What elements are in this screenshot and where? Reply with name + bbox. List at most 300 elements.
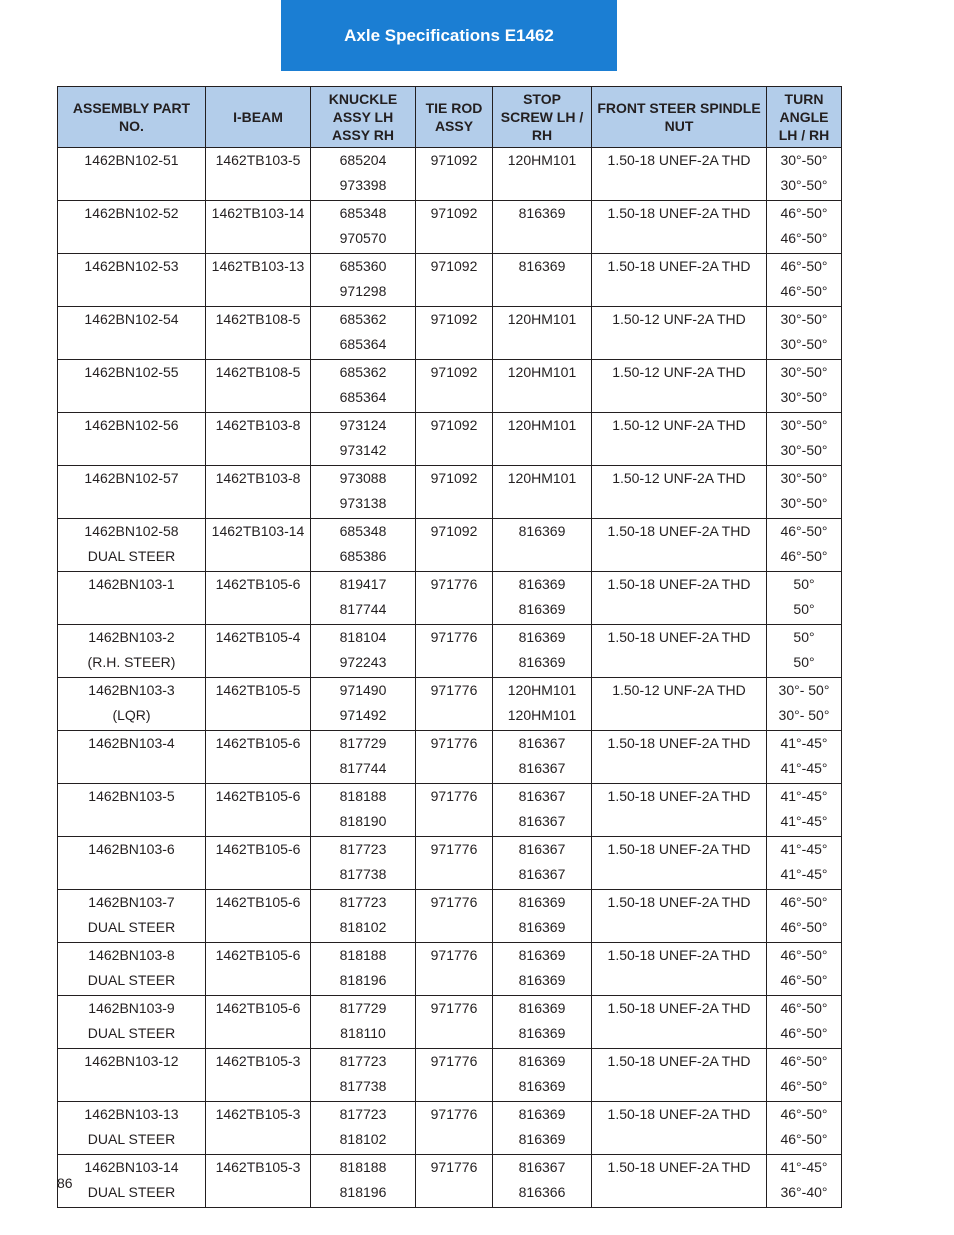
knuckle-assy-cell [311,519,416,572]
knuckle-assy-cell-value: 817723 [339,1106,387,1122]
turn-angle-cell-value: 46°-50° [780,919,828,935]
turn-angle-cell-value: 30°-50° [780,311,828,327]
i-beam-cell [206,837,311,890]
turn-angle-cell [767,201,842,254]
stop-screw-cell-value: 120HM101 [507,311,577,327]
stop-screw-cell [493,784,592,837]
spindle-nut-cell-value: 1.50-12 UNF-2A THD [612,470,746,486]
knuckle-assy-cell-value: 685364 [339,389,387,405]
knuckle-assy-cell-value: 818102 [339,1131,387,1147]
knuckle-assy-cell [311,678,416,731]
column-header-knuckle-assy: KNUCKLE ASSY LH ASSY RH [311,87,416,148]
i-beam-cell [206,625,311,678]
spindle-nut-cell [592,996,767,1049]
page-title-text: Axle Specifications E1462 [344,25,554,45]
i-beam-cell-value: 1462TB105-4 [215,629,301,645]
i-beam-cell-value: 1462TB108-5 [215,311,301,327]
turn-angle-cell-value: 50° [793,601,815,617]
stop-screw-cell [493,996,592,1049]
assembly-part-no-cell-value: (LQR) [112,707,151,723]
spindle-nut-cell-value: 1.50-12 UNF-2A THD [612,682,746,698]
tie-rod-assy-cell [416,307,493,360]
i-beam-cell-value: 1462TB108-5 [215,364,301,380]
tie-rod-assy-cell-value: 971776 [430,1053,478,1069]
turn-angle-cell-value: 41°-45° [780,866,828,882]
assembly-part-no-cell-value: 1462BN103-13 [84,1106,179,1122]
tie-rod-assy-cell-value: 971776 [430,682,478,698]
assembly-part-no-cell-value: 1462BN102-51 [84,152,179,168]
i-beam-cell-value: 1462TB103-13 [211,258,305,274]
stop-screw-cell-value: 816367 [518,788,566,804]
spindle-nut-cell-value: 1.50-12 UNF-2A THD [612,364,746,380]
i-beam-cell [206,1049,311,1102]
i-beam-cell-value: 1462TB105-3 [215,1106,301,1122]
stop-screw-cell-value: 816366 [518,1184,566,1200]
turn-angle-cell-value: 46°-50° [780,894,828,910]
knuckle-assy-cell-value: 685204 [339,152,387,168]
spindle-nut-cell [592,254,767,307]
spindle-nut-cell [592,625,767,678]
spindle-nut-cell-value: 1.50-18 UNEF-2A THD [607,1000,751,1016]
spindle-nut-cell-value: 1.50-18 UNEF-2A THD [607,152,751,168]
turn-angle-cell [767,1049,842,1102]
assembly-part-no-cell [58,731,206,784]
tie-rod-assy-cell-value: 971776 [430,788,478,804]
spindle-nut-cell [592,943,767,996]
knuckle-assy-cell [311,572,416,625]
table-body [58,148,842,1208]
tie-rod-assy-cell-value: 971092 [430,311,478,327]
stop-screw-cell-value: 816369 [518,1131,566,1147]
assembly-part-no-cell [58,201,206,254]
knuckle-assy-cell-value: 971298 [339,283,387,299]
tie-rod-assy-cell-value: 971776 [430,629,478,645]
turn-angle-cell [767,1155,842,1208]
tie-rod-assy-cell-value: 971776 [430,1106,478,1122]
table-row [58,519,842,572]
turn-angle-cell-value: 30°-50° [780,470,828,486]
assembly-part-no-cell [58,625,206,678]
stop-screw-cell-value: 816367 [518,760,566,776]
stop-screw-cell-value: 120HM101 [507,707,577,723]
table-row [58,360,842,413]
knuckle-assy-cell-value: 818188 [339,947,387,963]
table-row [58,413,842,466]
tie-rod-assy-cell [416,625,493,678]
stop-screw-cell-value: 816369 [518,523,566,539]
turn-angle-cell-value: 41°-45° [780,788,828,804]
assembly-part-no-cell-value: 1462BN103-9 [88,1000,175,1016]
turn-angle-cell-value: 50° [793,576,815,592]
turn-angle-cell-value: 46°-50° [780,258,828,274]
i-beam-cell-value: 1462TB105-6 [215,788,301,804]
assembly-part-no-cell [58,1102,206,1155]
tie-rod-assy-cell [416,1102,493,1155]
assembly-part-no-cell-value: DUAL STEER [87,1025,176,1041]
turn-angle-cell-value: 46°-50° [780,1106,828,1122]
i-beam-cell-value: 1462TB105-6 [215,894,301,910]
table-header [58,87,842,148]
table-row [58,625,842,678]
spindle-nut-cell-value: 1.50-18 UNEF-2A THD [607,1159,751,1175]
knuckle-assy-cell [311,784,416,837]
turn-angle-cell [767,731,842,784]
knuckle-assy-cell-value: 818190 [339,813,387,829]
page-number: 86 [57,1175,73,1191]
knuckle-assy-cell [311,1155,416,1208]
tie-rod-assy-cell [416,943,493,996]
knuckle-assy-cell-value: 970570 [339,230,387,246]
spindle-nut-cell-value: 1.50-18 UNEF-2A THD [607,258,751,274]
assembly-part-no-cell [58,148,206,201]
knuckle-assy-cell-value: 818196 [339,1184,387,1200]
table-row [58,1049,842,1102]
spindle-nut-cell-value: 1.50-18 UNEF-2A THD [607,947,751,963]
column-header-turn-angle: TURN ANGLE LH / RH [767,87,842,148]
spindle-nut-cell-value: 1.50-18 UNEF-2A THD [607,841,751,857]
knuckle-assy-cell-value: 817723 [339,841,387,857]
stop-screw-cell-value: 816367 [518,813,566,829]
tie-rod-assy-cell-value: 971776 [430,1159,478,1175]
stop-screw-cell-value: 816367 [518,735,566,751]
knuckle-assy-cell [311,307,416,360]
spindle-nut-cell-value: 1.50-18 UNEF-2A THD [607,1053,751,1069]
table-row [58,1102,842,1155]
knuckle-assy-cell-value: 685360 [339,258,387,274]
column-header-spindle-nut: FRONT STEER SPINDLE NUT [592,87,767,148]
table-row [58,837,842,890]
turn-angle-cell-value: 41°-45° [780,1159,828,1175]
stop-screw-cell-value: 816369 [518,1053,566,1069]
tie-rod-assy-cell-value: 971776 [430,576,478,592]
turn-angle-cell [767,466,842,519]
spindle-nut-cell [592,519,767,572]
table-row [58,254,842,307]
tie-rod-assy-cell-value: 971092 [430,205,478,221]
spindle-nut-cell-value: 1.50-18 UNEF-2A THD [607,629,751,645]
knuckle-assy-cell-value: 971490 [339,682,387,698]
stop-screw-cell [493,413,592,466]
column-header-i-beam: I-BEAM [206,87,311,148]
turn-angle-cell-value: 30°-50° [780,177,828,193]
stop-screw-cell [493,837,592,890]
stop-screw-cell-value: 816367 [518,1159,566,1175]
knuckle-assy-cell [311,1049,416,1102]
table-row [58,943,842,996]
knuckle-assy-cell-value: 685386 [339,548,387,564]
i-beam-cell-value: 1462TB105-6 [215,1000,301,1016]
assembly-part-no-cell [58,837,206,890]
i-beam-cell-value: 1462TB105-6 [215,735,301,751]
i-beam-cell [206,201,311,254]
assembly-part-no-cell-value: DUAL STEER [87,548,176,564]
i-beam-cell-value: 1462TB103-5 [215,152,301,168]
tie-rod-assy-cell-value: 971092 [430,258,478,274]
i-beam-cell-value: 1462TB103-14 [211,205,305,221]
axle-spec-table [57,86,842,1208]
turn-angle-cell [767,148,842,201]
turn-angle-cell [767,254,842,307]
turn-angle-cell [767,625,842,678]
turn-angle-cell [767,413,842,466]
stop-screw-cell-value: 120HM101 [507,470,577,486]
assembly-part-no-cell [58,360,206,413]
knuckle-assy-cell-value: 973142 [339,442,387,458]
assembly-part-no-cell-value: 1462BN102-55 [84,364,179,380]
turn-angle-cell-value: 30°-50° [780,417,828,433]
column-header-tie-rod-assy: TIE ROD ASSY [416,87,493,148]
spindle-nut-cell-value: 1.50-18 UNEF-2A THD [607,576,751,592]
assembly-part-no-cell-value: 1462BN102-54 [84,311,179,327]
stop-screw-cell [493,943,592,996]
knuckle-assy-cell-value: 817738 [339,1078,387,1094]
knuckle-assy-cell-value: 817744 [339,601,387,617]
stop-screw-cell [493,254,592,307]
stop-screw-cell-value: 816369 [518,576,566,592]
stop-screw-cell-value: 816369 [518,205,566,221]
spindle-nut-cell-value: 1.50-12 UNF-2A THD [612,417,746,433]
tie-rod-assy-cell [416,254,493,307]
turn-angle-cell [767,943,842,996]
header-row [58,87,842,148]
assembly-part-no-cell [58,572,206,625]
table-row [58,307,842,360]
tie-rod-assy-cell [416,678,493,731]
i-beam-cell-value: 1462TB103-14 [211,523,305,539]
i-beam-cell-value: 1462TB105-3 [215,1159,301,1175]
assembly-part-no-cell [58,943,206,996]
knuckle-assy-cell [311,466,416,519]
stop-screw-cell-value: 816369 [518,919,566,935]
i-beam-cell-value: 1462TB105-6 [215,947,301,963]
table-row [58,466,842,519]
spindle-nut-cell [592,307,767,360]
stop-screw-cell [493,148,592,201]
stop-screw-cell-value: 816369 [518,894,566,910]
tie-rod-assy-cell-value: 971776 [430,894,478,910]
turn-angle-cell [767,572,842,625]
spindle-nut-cell-value: 1.50-18 UNEF-2A THD [607,1106,751,1122]
assembly-part-no-cell [58,996,206,1049]
spindle-nut-cell [592,360,767,413]
stop-screw-cell [493,572,592,625]
assembly-part-no-cell-value: 1462BN103-6 [88,841,175,857]
knuckle-assy-cell-value: 817723 [339,894,387,910]
spindle-nut-cell [592,1155,767,1208]
tie-rod-assy-cell [416,148,493,201]
turn-angle-cell-value: 41°-45° [780,813,828,829]
tie-rod-assy-cell [416,1049,493,1102]
tie-rod-assy-cell [416,201,493,254]
tie-rod-assy-cell-value: 971776 [430,1000,478,1016]
knuckle-assy-cell-value: 685348 [339,205,387,221]
stop-screw-cell-value: 120HM101 [507,364,577,380]
assembly-part-no-cell-value: 1462BN103-4 [88,735,175,751]
stop-screw-cell-value: 816369 [518,601,566,617]
i-beam-cell [206,307,311,360]
turn-angle-cell-value: 41°-45° [780,841,828,857]
assembly-part-no-cell [58,413,206,466]
i-beam-cell [206,572,311,625]
knuckle-assy-cell [311,943,416,996]
turn-angle-cell [767,837,842,890]
stop-screw-cell-value: 816369 [518,1106,566,1122]
i-beam-cell [206,996,311,1049]
table-row [58,731,842,784]
stop-screw-cell [493,1155,592,1208]
tie-rod-assy-cell-value: 971776 [430,841,478,857]
tie-rod-assy-cell [416,519,493,572]
i-beam-cell [206,360,311,413]
spindle-nut-cell [592,413,767,466]
turn-angle-cell-value: 46°-50° [780,1000,828,1016]
i-beam-cell [206,413,311,466]
turn-angle-cell-value: 30°-50° [780,152,828,168]
i-beam-cell [206,731,311,784]
page-title [281,0,617,71]
knuckle-assy-cell [311,360,416,413]
turn-angle-cell [767,678,842,731]
assembly-part-no-cell-value: 1462BN102-53 [84,258,179,274]
knuckle-assy-cell [311,1102,416,1155]
knuckle-assy-cell-value: 817744 [339,760,387,776]
i-beam-cell-value: 1462TB105-5 [215,682,301,698]
stop-screw-cell-value: 120HM101 [507,152,577,168]
stop-screw-cell [493,890,592,943]
knuckle-assy-cell-value: 973138 [339,495,387,511]
table-row [58,678,842,731]
turn-angle-cell [767,890,842,943]
i-beam-cell [206,943,311,996]
table-row [58,148,842,201]
knuckle-assy-cell [311,148,416,201]
spindle-nut-cell [592,201,767,254]
turn-angle-cell-value: 30°-50° [780,336,828,352]
knuckle-assy-cell [311,890,416,943]
stop-screw-cell [493,466,592,519]
knuckle-assy-cell-value: 685348 [339,523,387,539]
turn-angle-cell-value: 46°-50° [780,205,828,221]
assembly-part-no-cell-value: 1462BN102-57 [84,470,179,486]
tie-rod-assy-cell [416,890,493,943]
stop-screw-cell-value: 816369 [518,1078,566,1094]
turn-angle-cell-value: 30°-50° [780,495,828,511]
stop-screw-cell [493,1102,592,1155]
assembly-part-no-cell-value: 1462BN103-5 [88,788,175,804]
knuckle-assy-cell-value: 818110 [340,1025,386,1041]
turn-angle-cell [767,1102,842,1155]
stop-screw-cell-value: 816369 [518,654,566,670]
assembly-part-no-cell [58,307,206,360]
knuckle-assy-cell-value: 973088 [339,470,387,486]
turn-angle-cell-value: 36°-40° [780,1184,828,1200]
turn-angle-cell-value: 46°-50° [780,548,828,564]
tie-rod-assy-cell-value: 971776 [430,947,478,963]
stop-screw-cell-value: 816369 [518,258,566,274]
knuckle-assy-cell-value: 818104 [339,629,387,645]
assembly-part-no-cell-value: 1462BN103-1 [88,576,175,592]
turn-angle-cell [767,996,842,1049]
stop-screw-cell [493,519,592,572]
stop-screw-cell [493,678,592,731]
stop-screw-cell [493,625,592,678]
tie-rod-assy-cell [416,572,493,625]
spindle-nut-cell-value: 1.50-12 UNF-2A THD [612,311,746,327]
table-row [58,996,842,1049]
assembly-part-no-cell-value: 1462BN103-3 [88,682,175,698]
assembly-part-no-cell-value: 1462BN103-7 [88,894,175,910]
tie-rod-assy-cell [416,1155,493,1208]
stop-screw-cell [493,360,592,413]
assembly-part-no-cell-value: DUAL STEER [87,1184,176,1200]
knuckle-assy-cell [311,996,416,1049]
turn-angle-cell-value: 46°-50° [780,1025,828,1041]
spindle-nut-cell [592,1102,767,1155]
spindle-nut-cell-value: 1.50-18 UNEF-2A THD [607,788,751,804]
i-beam-cell-value: 1462TB103-8 [215,470,301,486]
i-beam-cell [206,1155,311,1208]
knuckle-assy-cell-value: 819417 [339,576,387,592]
turn-angle-cell-value: 50° [793,654,815,670]
i-beam-cell [206,784,311,837]
knuckle-assy-cell-value: 817729 [339,735,387,751]
knuckle-assy-cell-value: 818102 [339,919,387,935]
spindle-nut-cell [592,890,767,943]
turn-angle-cell-value: 46°-50° [780,1078,828,1094]
assembly-part-no-cell [58,890,206,943]
turn-angle-cell-value: 30°- 50° [778,707,830,723]
turn-angle-cell-value: 46°-50° [780,1131,828,1147]
assembly-part-no-cell-value: (R.H. STEER) [87,654,176,670]
stop-screw-cell-value: 816369 [518,972,566,988]
knuckle-assy-cell [311,254,416,307]
knuckle-assy-cell-value: 818188 [339,1159,387,1175]
turn-angle-cell-value: 41°-45° [780,735,828,751]
knuckle-assy-cell-value: 972243 [339,654,387,670]
stop-screw-cell-value: 120HM101 [507,417,577,433]
spindle-nut-cell [592,148,767,201]
i-beam-cell [206,519,311,572]
stop-screw-cell-value: 816369 [518,1025,566,1041]
assembly-part-no-cell-value: 1462BN102-56 [84,417,179,433]
spindle-nut-cell-value: 1.50-18 UNEF-2A THD [607,735,751,751]
stop-screw-cell [493,201,592,254]
assembly-part-no-cell [58,784,206,837]
knuckle-assy-cell-value: 817723 [339,1053,387,1069]
assembly-part-no-cell-value: 1462BN103-12 [84,1053,179,1069]
spindle-nut-cell-value: 1.50-18 UNEF-2A THD [607,894,751,910]
turn-angle-cell-value: 46°-50° [780,230,828,246]
spindle-nut-cell [592,784,767,837]
column-header-stop-screw: STOP SCREW LH / RH [493,87,592,148]
stop-screw-cell-value: 816369 [518,947,566,963]
spindle-nut-cell [592,731,767,784]
turn-angle-cell-value: 30°-50° [780,389,828,405]
spindle-nut-cell [592,572,767,625]
assembly-part-no-cell-value: 1462BN103-2 [88,629,175,645]
assembly-part-no-cell [58,466,206,519]
i-beam-cell [206,466,311,519]
spindle-nut-cell [592,466,767,519]
stop-screw-cell-value: 120HM101 [507,682,577,698]
stop-screw-cell-value: 816367 [518,866,566,882]
spindle-nut-cell [592,678,767,731]
turn-angle-cell-value: 30°-50° [780,442,828,458]
tie-rod-assy-cell-value: 971092 [430,417,478,433]
knuckle-assy-cell-value: 971492 [339,707,387,723]
knuckle-assy-cell [311,413,416,466]
table-row [58,201,842,254]
